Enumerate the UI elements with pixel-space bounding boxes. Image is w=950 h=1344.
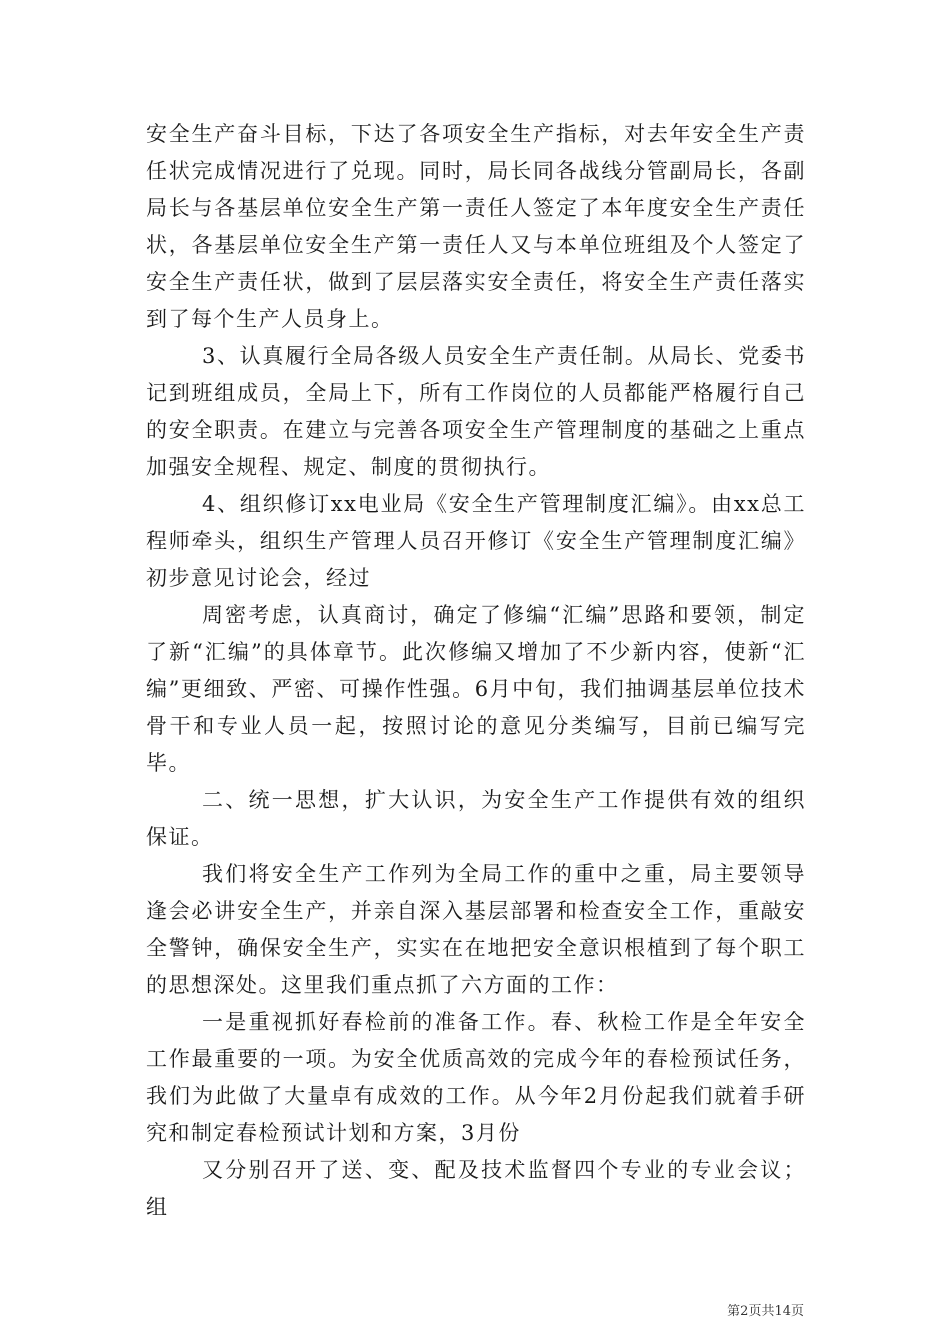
document-body bbox=[146, 116, 806, 1226]
paragraph-2: 3、认真履行全局各级人员安全生产责任制。从局长、党委书记到班组成员，全局上下，所有工作岗位的人员都能严格履行自己的安全职责。在建立与完善各项安全生产管理制度的基础之上重点加强安全规程、规定、制度的贯彻执行。 bbox=[146, 344, 806, 479]
paragraph-3: 4、组织修订xx电业局《安全生产管理制度汇编》。由xx总工程师牵头，组织生产管理人员召开修订《安全生产管理制度汇编》初步意见讨论会，经过 bbox=[146, 492, 806, 590]
paragraph-4: 周密考虑，认真商讨，确定了修编“汇编”思路和要领，制定了新“汇编”的具体章节。此次修编又增加了不少新内容，使新“汇编”更细致、严密、可操作性强。6月中旬，我们抽调基层单位技术骨干和专业人员一起，按照讨论的意见分类编写，目前已编写完毕。 bbox=[146, 603, 806, 775]
paragraph-5: 二、统一思想，扩大认识，为安全生产工作提供有效的组织保证。 bbox=[146, 788, 806, 849]
page-number-footer: 第2页共14页 bbox=[727, 1304, 804, 1319]
paragraph-1: 安全生产奋斗目标，下达了各项安全生产指标，对去年安全生产责任状完成情况进行了兑现。同时，局长同各战线分管副局长，各副局长与各基层单位安全生产第一责任人签定了本年度安全生产责任状，各基层单位安全生产第一责任人又与本单位班组及个人签定了安全生产责任状，做到了层层落实安全责任，将安全生产责任落实到了每个生产人员身上。 bbox=[146, 122, 806, 331]
paragraph-7: 一是重视抓好春检前的准备工作。春、秋检工作是全年安全工作最重要的一项。为安全优质高效的完成今年的春检预试任务，我们为此做了大量卓有成效的工作。从今年2月份起我们就着手研究和制定春检预试计划和方案，3月份 bbox=[146, 1010, 806, 1145]
paragraph-6: 我们将安全生产工作列为全局工作的重中之重，局主要领导逢会必讲安全生产，并亲自深入基层部署和检查安全工作，重敲安全警钟，确保安全生产，实实在在地把安全意识根植到了每个职工的思想深处。这里我们重点抓了六方面的工作： bbox=[146, 862, 806, 997]
paragraph-8: 又分别召开了送、变、配及技术监督四个专业的专业会议；组 bbox=[146, 1158, 806, 1219]
